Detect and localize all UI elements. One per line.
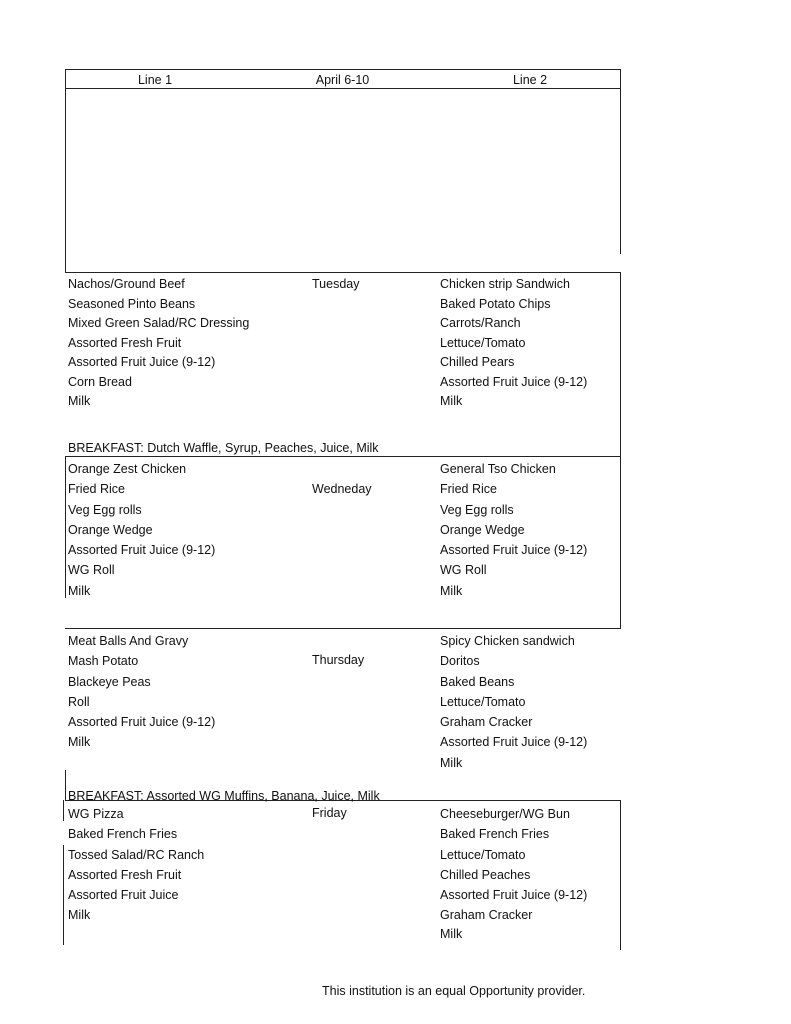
header-bottom-border [65,88,621,89]
menu-item: Assorted Fresh Fruit [68,867,182,882]
table-right-border-lower [620,272,621,629]
menu-item: Seasoned Pinto Beans [68,296,196,311]
thursday-top-border [65,628,621,629]
menu-item: Baked Potato Chips [440,296,551,311]
table-left-border [65,69,66,273]
menu-item: Assorted Fruit Juice (9-12) [440,374,588,389]
equal-opportunity-statement: This institution is an equal Opportunity provider. [322,984,586,998]
tuesday-breakfast: BREAKFAST: Dutch Waffle, Syrup, Peaches, Juice, Milk [68,441,379,455]
thursday-line1-menu [68,631,215,753]
menu-item: Graham Cracker [440,715,533,730]
menu-item: Cheeseburger/WG Bun [440,807,570,821]
menu-item: Meat Balls And Gravy [68,634,189,648]
table-left-border-fri [63,800,64,821]
thursday-line2-menu [440,631,587,773]
friday-line2-menu [440,804,587,943]
tuesday-top-border [65,272,621,273]
day-label-friday: Friday [312,806,347,820]
menu-item: Milk [440,926,463,941]
menu-item: Tossed Salad/RC Ranch [68,847,205,862]
table-left-border-wed [65,457,66,598]
wednesday-line1-menu [68,459,215,601]
menu-item: Milk [68,394,91,408]
menu-item: Baked French Fries [68,827,178,842]
day-label-thursday: Thursday [312,653,365,667]
header-week: April 6-10 [315,73,370,87]
menu-item: Assorted Fruit Juice (9-12) [440,888,588,903]
menu-item: Milk [68,908,91,923]
menu-item: Assorted Fresh Fruit [68,335,182,350]
menu-item: Veg Egg rolls [440,502,514,517]
menu-item: Carrots/Ranch [440,316,521,330]
menu-item: Baked Beans [440,674,515,689]
menu-item: Milk [68,583,91,598]
menu-item: Fried Rice [440,482,497,497]
day-label-wednesday: Wedneday [312,482,372,496]
menu-item: Assorted Fruit Juice (9-12) [68,543,216,558]
menu-item: Doritos [440,654,480,669]
menu-item: Mash Potato [68,654,139,669]
menu-item: Milk [440,755,463,770]
menu-item: Assorted Fruit Juice [68,888,179,903]
day-label-tuesday: Tuesday [312,277,360,291]
menu-item: Lettuce/Tomato [440,335,526,350]
menu-item: Assorted Fruit Juice (9-12) [68,715,216,730]
table-left-border-thu [65,770,66,800]
menu-item: Graham Cracker [440,908,533,923]
header-line2: Line 2 [512,73,548,87]
menu-item: Corn Bread [68,374,132,389]
menu-item: Assorted Fruit Juice (9-12) [440,543,588,558]
menu-item: Baked French Fries [440,827,550,842]
menu-item: Milk [440,583,463,598]
menu-item: Assorted Fruit Juice (9-12) [68,355,216,369]
menu-item: Fried Rice [68,482,125,497]
menu-item: Mixed Green Salad/RC Dressing [68,316,250,330]
table-right-border [620,69,621,254]
menu-item: Milk [68,735,91,750]
menu-item: Veg Egg rolls [68,502,142,517]
menu-item: General Tso Chicken [440,462,556,476]
menu-item: WG Pizza [68,807,124,821]
menu-item: Orange Wedge [440,522,525,537]
menu-item: Roll [68,694,90,709]
menu-item: Spicy Chicken sandwich [440,634,575,648]
menu-item: WG Roll [68,563,115,578]
tuesday-line1-menu [68,275,249,412]
menu-item: Orange Zest Chicken [68,462,187,476]
header-line1: Line 1 [137,73,173,87]
menu-item: Orange Wedge [68,522,153,537]
menu-item: Chilled Pears [440,355,515,369]
menu-item: Milk [440,394,463,408]
table-left-border-fri-2 [63,845,64,945]
menu-item: Lettuce/Tomato [440,694,526,709]
menu-item: Chicken strip Sandwich [440,277,570,291]
menu-item: Assorted Fruit Juice (9-12) [440,735,588,750]
table-right-border-fri [620,800,621,950]
thursday-breakfast: BREAKFAST: Assorted WG Muffins, Banana, Juice, Milk [68,789,380,803]
table-top-border [65,69,621,70]
menu-item: Chilled Peaches [440,867,531,882]
menu-item: Lettuce/Tomato [440,847,526,862]
friday-line1-menu [68,804,204,926]
menu-item: WG Roll [440,563,487,578]
menu-item: Nachos/Ground Beef [68,277,185,291]
wednesday-top-border [65,456,621,457]
tuesday-line2-menu [440,275,587,412]
wednesday-line2-menu [440,459,587,601]
menu-item: Blackeye Peas [68,674,151,689]
